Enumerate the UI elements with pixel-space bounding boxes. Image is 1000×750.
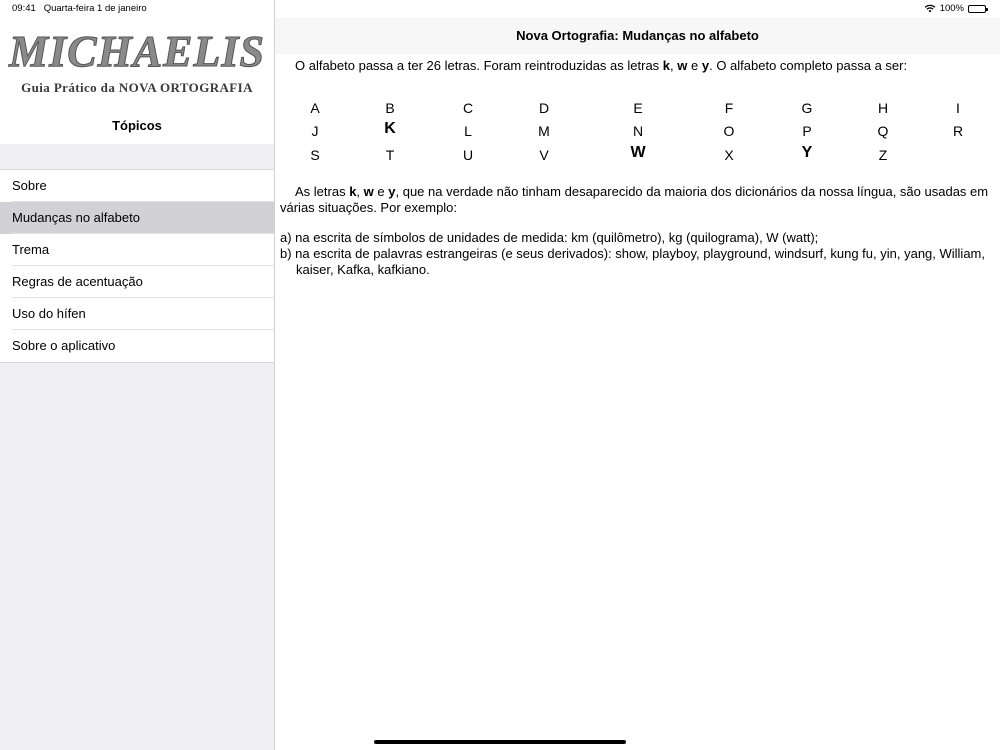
battery-icon	[968, 5, 986, 13]
alphabet-letter: L	[464, 123, 472, 139]
alphabet-letter: B	[385, 100, 395, 116]
page-title: Nova Ortografia: Mudanças no alfabeto	[275, 18, 1000, 54]
alphabet-letter: O	[723, 123, 735, 139]
alphabet-letter: X	[724, 147, 734, 163]
alphabet-letter: V	[539, 147, 549, 163]
alphabet-letter: W	[630, 144, 646, 161]
home-indicator[interactable]	[374, 740, 626, 744]
status-bar	[0, 0, 1000, 18]
alphabet-letter: U	[462, 147, 474, 163]
list-item: b) na escrita de palavras estrangeiras (e seus derivados): show, playboy, playground, windsurf, kung fu, yin, yang, William, kaiser, Kafka, kafkiano.	[280, 246, 985, 277]
alphabet-letter: J	[311, 123, 319, 139]
alphabet-grid	[280, 98, 992, 178]
logo-subtitle: Guia Prático da NOVA ORTOGRAFIA	[21, 80, 253, 95]
alphabet-letter: S	[310, 147, 320, 163]
sidebar-item-mudancas-alfabeto[interactable]: Mudanças no alfabeto	[0, 202, 274, 234]
sidebar-item-sobre-aplicativo[interactable]: Sobre o aplicativo	[0, 330, 274, 362]
sidebar-title: Tópicos	[112, 118, 162, 133]
sidebar	[0, 0, 275, 750]
intro-paragraph: O alfabeto passa a ter 26 letras. Foram reintroduzidas as letras k, w e y. O alfabeto completo passa a ser:	[295, 58, 908, 73]
alphabet-letter: R	[952, 123, 964, 139]
article-content	[280, 58, 992, 277]
alphabet-letter: C	[462, 100, 474, 116]
wifi-icon	[924, 4, 936, 13]
logo-brand: MICHAELIS	[9, 27, 265, 76]
battery-percent: 100%	[939, 3, 964, 14]
alphabet-letter: P	[802, 123, 812, 139]
sidebar-header	[0, 0, 274, 144]
sidebar-item-uso-hifen[interactable]: Uso do hífen	[0, 298, 274, 330]
alphabet-letter: D	[538, 100, 550, 116]
sidebar-item-sobre[interactable]: Sobre	[0, 170, 274, 202]
alphabet-letter: G	[801, 100, 813, 116]
examples-list	[280, 230, 992, 278]
alphabet-letter: H	[877, 100, 889, 116]
alphabet-letter: F	[724, 100, 734, 116]
status-time: 09:41 Quarta-feira 1 de janeiro	[12, 3, 147, 14]
list-item: a) na escrita de símbolos de unidades de medida: km (quilômetro), kg (quilograma), W (watt);	[280, 230, 819, 245]
alphabet-letter: T	[385, 147, 395, 163]
alphabet-letter: E	[633, 100, 643, 116]
alphabet-letter: Z	[878, 147, 888, 163]
alphabet-letter: I	[956, 100, 960, 116]
topics-list	[0, 169, 274, 363]
alphabet-letter: K	[384, 120, 396, 137]
alphabet-letter: N	[632, 123, 644, 139]
sidebar-item-trema[interactable]: Trema	[0, 234, 274, 266]
michaelis-logo	[0, 26, 274, 96]
body-paragraph: As letras k, w e y, que na verdade não tinham desaparecido da maioria dos dicionários da nossa língua, são usadas em várias situações. Por exemplo:	[280, 184, 989, 215]
main-panel	[275, 0, 1000, 750]
alphabet-letter: M	[538, 123, 550, 139]
status-right	[924, 3, 986, 14]
alphabet-letter: A	[310, 100, 320, 116]
alphabet-letter: Q	[877, 123, 889, 139]
alphabet-letter: Y	[801, 144, 813, 161]
sidebar-item-regras-acentuacao[interactable]: Regras de acentuação	[0, 266, 274, 298]
